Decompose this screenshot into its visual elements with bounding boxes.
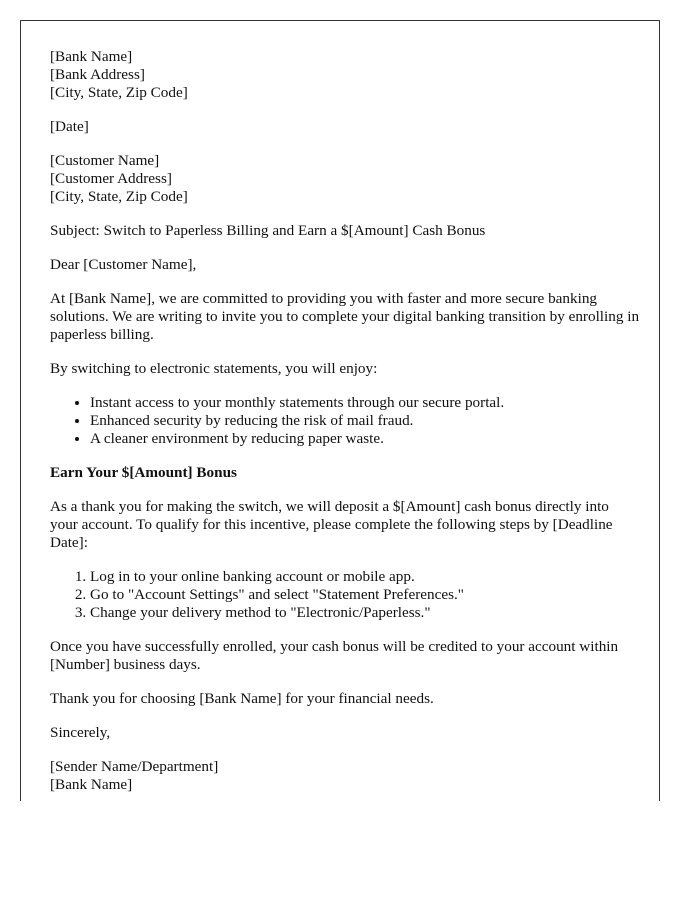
sender-name-department: [Sender Name/Department] (50, 758, 219, 775)
recipient-address-line: [Customer Address] (50, 170, 172, 187)
recipient-name: [Customer Name] (50, 152, 160, 169)
benefit-item: • Enhanced security by reducing the risk of mail fraud. (90, 412, 640, 430)
bonus-paragraph: As a thank you for making the switch, we will deposit a $[Amount] cash bonus directly into your account. To qualify for this incentive, please complete the following steps by [Deadline Date]: (50, 498, 613, 551)
intro-paragraph: At [Bank Name], we are committed to providing you with faster and more secure banking solutions. We are writing to invite you to complete your digital banking transition by enrolling in paperless billing. (50, 290, 640, 343)
sender-bank-address: [Bank Address] (50, 66, 145, 83)
benefit-item: • A cleaner environment by reducing paper waste. (90, 430, 640, 448)
letter-date: [Date] (50, 118, 89, 135)
recipient-city-state-zip: [City, State, Zip Code] (50, 188, 188, 205)
step-item: 2. Go to "Account Settings" and select "Statement Preferences." (90, 586, 640, 604)
salutation: Dear [Customer Name], (50, 256, 197, 273)
recipient-address (50, 152, 640, 206)
enrolled-paragraph: Once you have successfully enrolled, your cash bonus will be credited to your account within [Number] business days. (50, 638, 619, 673)
signature-block (50, 758, 640, 794)
bonus-heading: Earn Your $[Amount] Bonus (50, 464, 237, 481)
letter-content (50, 48, 640, 810)
sender-city-state-zip: [City, State, Zip Code] (50, 84, 188, 101)
benefits-list (50, 394, 640, 448)
thanks-paragraph: Thank you for choosing [Bank Name] for your financial needs. (50, 690, 434, 707)
step-item: 3. Change your delivery method to "Electronic/Paperless." (90, 604, 640, 622)
letter-page (20, 20, 660, 801)
subject-line: Subject: Switch to Paperless Billing and Earn a $[Amount] Cash Bonus (50, 222, 486, 239)
sender-bank-name: [Bank Name] (50, 48, 133, 65)
benefits-lead: By switching to electronic statements, you will enjoy: (50, 360, 378, 377)
step-item: 1. Log in to your online banking account or mobile app. (90, 568, 640, 586)
benefit-item: • Instant access to your monthly statements through our secure portal. (90, 394, 640, 412)
signature-bank-name: [Bank Name] (50, 776, 133, 793)
steps-list (50, 568, 640, 622)
sender-address (50, 48, 640, 102)
closing: Sincerely, (50, 724, 111, 741)
